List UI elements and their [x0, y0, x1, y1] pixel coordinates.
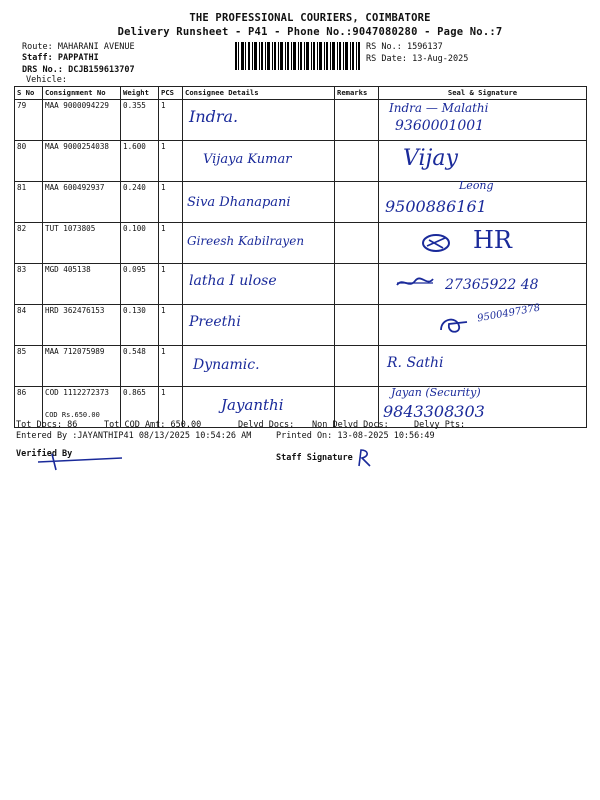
table-row [15, 264, 587, 305]
cell-signature [379, 302, 587, 346]
drs-value: DCJB159613707 [68, 65, 135, 75]
consignee-handwriting: Vijaya Kumar [203, 152, 292, 167]
cell-weight: 0.240 [121, 182, 159, 223]
scribble-mark-icon [419, 232, 453, 254]
cell-remarks [335, 223, 379, 264]
vehicle-label: Vehicle: [26, 75, 67, 85]
signature-handwriting: Indra — Malathi [389, 101, 489, 115]
entered-by: Entered By :JAYANTHIP41 08/13/2025 10:54:26 AM [16, 431, 252, 441]
rs-date-label: RS Date: [366, 54, 407, 64]
vehicle-line [26, 75, 67, 85]
col-consignee: Consignee Details [183, 87, 335, 100]
consignee-handwriting: Gireesh Kabilrayen [187, 234, 305, 248]
tot-cod-amount: Tot COD Amt: 650.00 [104, 420, 202, 430]
cell-pcs: 1 [159, 141, 183, 182]
signature-phone-handwriting: 9500497378 [476, 302, 542, 325]
barcode-image [233, 42, 361, 70]
cell-remarks [335, 100, 379, 141]
staff-value: PAPPATHI [57, 53, 99, 63]
cell-pcs: 1 [159, 223, 183, 264]
col-signature: Seal & Signature [379, 87, 587, 100]
cell-consignee [183, 141, 335, 182]
cell-remarks [335, 182, 379, 223]
cell-remarks [335, 346, 379, 387]
signature-handwriting: Leong [459, 179, 494, 192]
cell-consignment: MAA 712075989 [43, 346, 121, 387]
cell-pcs: 1 [159, 387, 183, 428]
cell-weight: 0.100 [121, 223, 159, 264]
col-pcs: PCS [159, 87, 183, 100]
verified-signature-icon [36, 452, 124, 472]
company-title: THE PROFESSIONAL COURIERS, COIMBATORE [189, 12, 431, 24]
cell-sno: 84 [15, 305, 43, 346]
cell-consignment: MAA 9000094229 [43, 100, 121, 141]
rs-date-line [366, 54, 468, 64]
runsheet-subtitle: Delivery Runsheet - P41 - Phone No.:9047080280 - Page No.:7 [117, 26, 503, 38]
cell-signature [379, 141, 587, 182]
table-row [15, 141, 587, 182]
cell-consignee [183, 100, 335, 141]
cell-weight: 0.130 [121, 305, 159, 346]
cell-weight: 1.600 [121, 141, 159, 182]
col-weight: Weight [121, 87, 159, 100]
cell-weight: 0.548 [121, 346, 159, 387]
staff-line [22, 53, 99, 63]
cell-consignment: HRD 362476153 [43, 305, 121, 346]
consignee-handwriting: Siva Dhanapani [187, 195, 291, 210]
cell-consignee [183, 305, 335, 346]
runsheet-table [14, 86, 587, 428]
tot-docs: Tot Docs: 86 [16, 420, 78, 430]
rs-no-label: RS No.: [366, 42, 402, 52]
col-consignment: Consignment No [43, 87, 121, 100]
consignment-number: COD 1112272373 [45, 388, 110, 397]
table-row [15, 387, 587, 428]
consignee-handwriting: Indra. [189, 107, 239, 126]
cell-sno: 79 [15, 100, 43, 141]
route-label: Route: [22, 42, 53, 52]
cell-sno: 81 [15, 182, 43, 223]
signature-phone-handwriting: 9500886161 [385, 197, 487, 216]
cell-pcs: 1 [159, 264, 183, 305]
cell-weight: 0.865 [121, 387, 159, 428]
cell-remarks [335, 264, 379, 305]
signature-scribble-icon [395, 275, 435, 291]
cell-consignee [183, 223, 335, 264]
cell-signature [379, 264, 587, 305]
staff-signature-label: Staff Signature [276, 453, 353, 463]
rs-no-value: 1596137 [406, 42, 443, 52]
cell-consignee [183, 264, 335, 305]
cell-sno: 82 [15, 223, 43, 264]
signature-phone-handwriting: 9843308303 [383, 402, 485, 421]
signature-phone-handwriting: 27365922 48 [445, 277, 539, 293]
drs-line [22, 65, 135, 75]
cell-signature [379, 179, 587, 223]
cell-sno: 86 [15, 387, 43, 428]
col-sno: S No [15, 87, 43, 100]
route-value: MAHARANI AVENUE [57, 42, 135, 52]
cell-pcs: 1 [159, 346, 183, 387]
cell-signature [379, 223, 587, 264]
staff-label: Staff: [22, 53, 53, 63]
cell-signature [379, 100, 587, 141]
signature-handwriting: HR [473, 226, 512, 254]
col-remarks: Remarks [335, 87, 379, 100]
staff-signature-icon [356, 448, 374, 468]
table-row [15, 100, 587, 141]
cell-consignee [183, 346, 335, 387]
cell-weight: 0.355 [121, 100, 159, 141]
cell-sno: 80 [15, 141, 43, 182]
route-line [22, 42, 135, 52]
rs-date-value: 13-Aug-2025 [412, 54, 469, 64]
cell-consignee [183, 182, 335, 223]
cell-consignment: TUT 1073805 [43, 223, 121, 264]
signature-phone-handwriting: 9360001001 [395, 118, 485, 134]
drs-label: DRS No.: [22, 65, 63, 75]
cell-pcs: 1 [159, 305, 183, 346]
cell-signature [379, 346, 587, 387]
table-header-row [15, 87, 587, 100]
cell-remarks [335, 141, 379, 182]
signature-handwriting: Vijay [403, 146, 458, 171]
delivery-points: Delvy Pts: [414, 420, 466, 430]
table-row [15, 223, 587, 264]
cell-weight: 0.095 [121, 264, 159, 305]
table-row [15, 346, 587, 387]
cell-sno: 83 [15, 264, 43, 305]
cell-pcs: 1 [159, 100, 183, 141]
non-delivered-docs: Non Delvd Docs: [312, 420, 389, 430]
consignee-handwriting: Preethi [189, 314, 241, 330]
signature-handwriting: Jayan (Security) [391, 386, 481, 399]
printed-on: Printed On: 13-08-2025 10:56:49 [276, 431, 435, 441]
cell-consignment: MGD 405138 [43, 264, 121, 305]
verified-by-label: Verified By [16, 449, 73, 459]
rs-no-line [366, 42, 443, 52]
consignee-handwriting: Dynamic. [193, 357, 260, 373]
signature-scribble-icon [437, 314, 471, 336]
cell-pcs: 1 [159, 182, 183, 223]
table-row [15, 305, 587, 346]
cell-sno: 85 [15, 346, 43, 387]
cell-consignment: MAA 9000254038 [43, 141, 121, 182]
cell-signature [379, 387, 587, 428]
cell-remarks [335, 305, 379, 346]
table-row [15, 182, 587, 223]
cell-consignment: MAA 600492937 [43, 182, 121, 223]
signature-handwriting: R. Sathi [387, 355, 444, 371]
delivered-docs: Delvd Docs: [238, 420, 295, 430]
cod-amount: COD Rs.650.00 [45, 411, 100, 419]
consignee-handwriting: latha I ulose [189, 273, 277, 289]
consignee-handwriting: Jayanthi [221, 396, 284, 414]
